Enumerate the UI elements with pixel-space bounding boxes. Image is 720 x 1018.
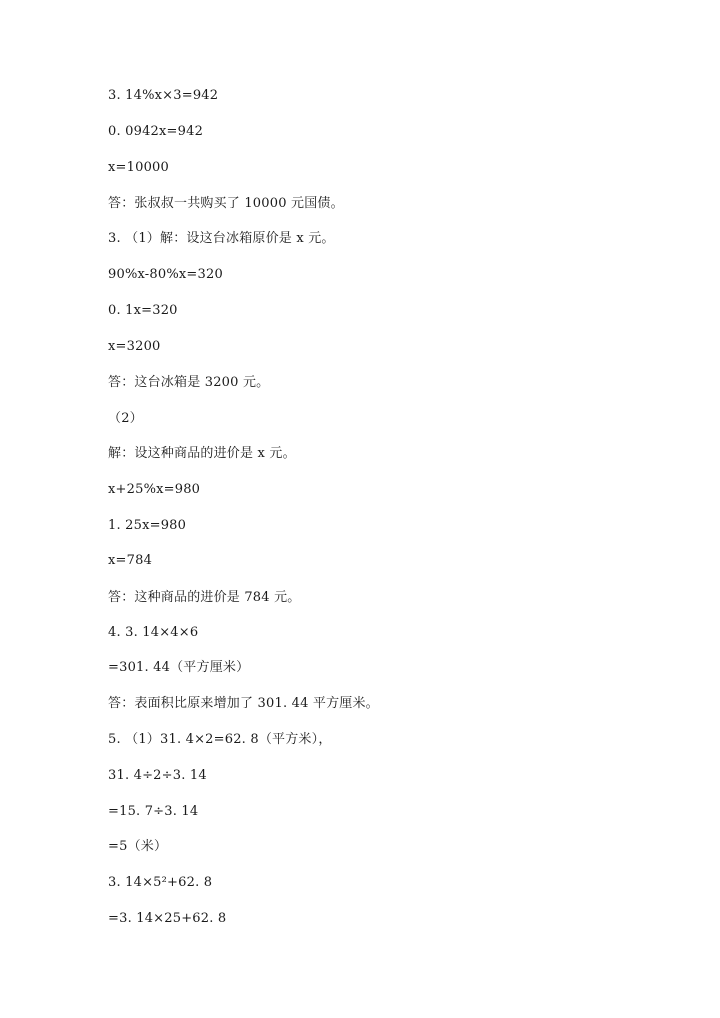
- text-line: 0. 1x=320: [108, 303, 178, 318]
- text-line: =3. 14×25+62. 8: [108, 911, 227, 926]
- text-line: 5. （1）31. 4×2=62. 8（平方米），: [108, 732, 332, 747]
- text-line: x=784: [108, 553, 153, 568]
- text-line: 4. 3. 14×4×6: [108, 625, 199, 640]
- text-line: 1. 25x=980: [108, 518, 187, 533]
- text-line: 答：表面积比原来增加了 301. 44 平方厘米。: [108, 696, 379, 711]
- text-line: （2）: [108, 411, 143, 426]
- text-line: x=10000: [108, 160, 169, 175]
- text-line: 0. 0942x=942: [108, 124, 204, 139]
- text-line: 答：这台冰箱是 3200 元。: [108, 375, 270, 390]
- text-line: x+25%x=980: [108, 482, 201, 497]
- text-line: 答：这种商品的进价是 784 元。: [108, 590, 301, 605]
- text-line: x=3200: [108, 339, 161, 354]
- text-line: 3. （1）解：设这台冰箱原价是 x 元。: [108, 231, 335, 246]
- text-line: 90%x-80%x=320: [108, 267, 223, 282]
- text-line: =15. 7÷3. 14: [108, 804, 199, 819]
- text-line: 3. 14×5²+62. 8: [108, 875, 213, 890]
- text-line: 3. 14%x×3=942: [108, 88, 219, 103]
- text-line: =301. 44（平方厘米）: [108, 660, 250, 675]
- text-line: =5（米）: [108, 839, 168, 854]
- text-line: 答：张叔叔一共购买了 10000 元国债。: [108, 196, 344, 211]
- text-line: 31. 4÷2÷3. 14: [108, 768, 207, 783]
- text-line: 解：设这种商品的进价是 x 元。: [108, 446, 296, 461]
